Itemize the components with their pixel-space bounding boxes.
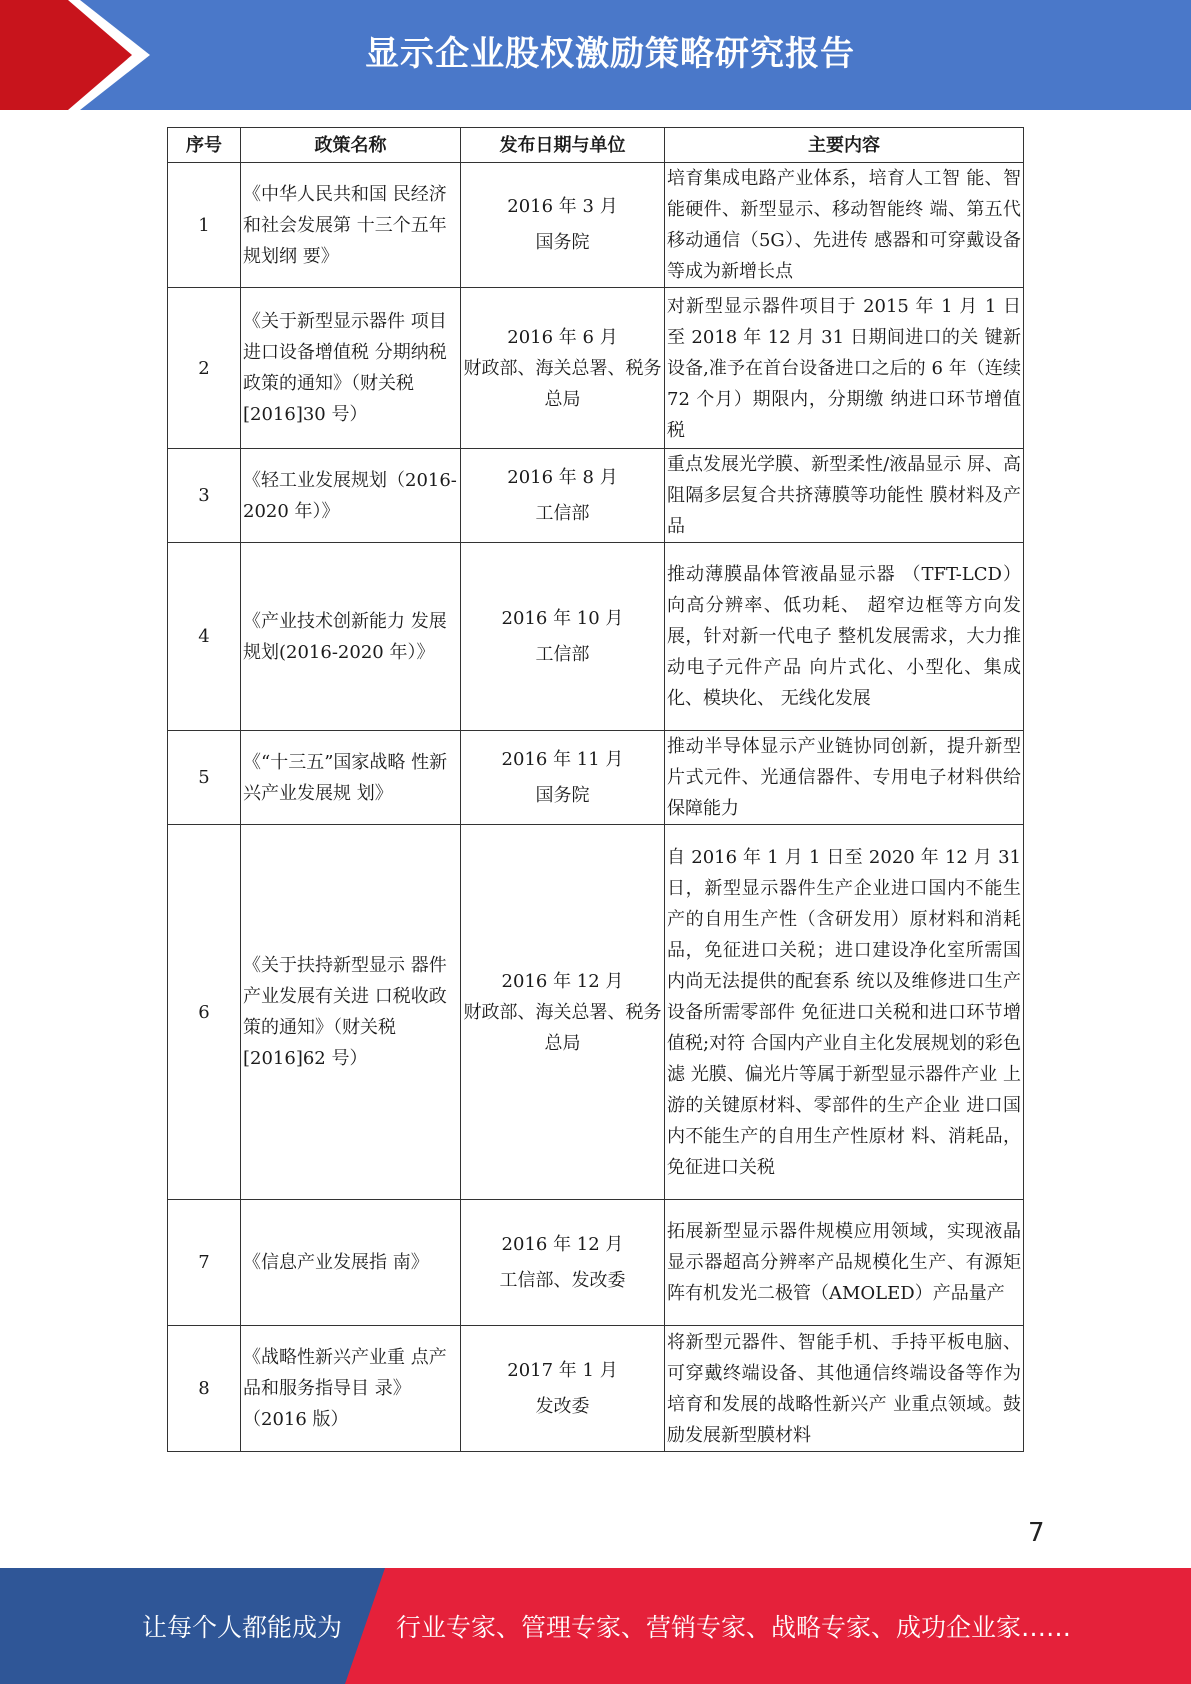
row-no: 2 (168, 288, 241, 449)
row-no: 7 (168, 1200, 241, 1326)
policy-name: 《信息产业发展指 南》 (241, 1200, 461, 1326)
row-no: 6 (168, 825, 241, 1200)
publish-unit: 国务院 (535, 784, 590, 806)
table-header-row (168, 128, 1024, 163)
table-row (168, 543, 1024, 731)
publish-date: 2016 年 11 月 (501, 748, 624, 770)
table-row (168, 1326, 1024, 1452)
policy-name: 《中华人民共和国 民经济和社会发展第 十三个五年规划纲 要》 (241, 163, 461, 288)
publish-date: 2016 年 10 月 (501, 607, 624, 629)
policy-content: 拓展新型显示器件规模应用领域，实现液晶显示器超高分辨率产品规模化生产、有源矩阵有机发光二极管（AMOLED）产品量产 (665, 1200, 1024, 1326)
publish-date: 2016 年 6 月 (507, 326, 618, 348)
publish-unit: 工信部 (535, 502, 590, 524)
policy-name: 《“十三五”国家战略 性新兴产业发展规 划》 (241, 731, 461, 825)
policy-table (167, 127, 1024, 1452)
table-row (168, 825, 1024, 1200)
row-no: 1 (168, 163, 241, 288)
publish-unit: 工信部、发改委 (499, 1269, 626, 1291)
policy-name: 《产业技术创新能力 发展规划(2016-2020 年）》 (241, 543, 461, 731)
column-header-date-unit: 发布日期与单位 (461, 128, 665, 163)
policy-content: 重点发展光学膜、新型柔性/液晶显示 屏、高阻隔多层复合共挤薄膜等功能性 膜材料及产品 (665, 449, 1024, 543)
publish-unit: 财政部、海关总署、税务总局 (463, 1001, 662, 1054)
publish-unit: 工信部 (535, 643, 590, 665)
policy-name: 《战略性新兴产业重 点产品和服务指导目 录》（2016 版） (241, 1326, 461, 1452)
policy-name: 《轻工业发展规划（2016-2020 年）》 (241, 449, 461, 543)
publish-date: 2016 年 8 月 (507, 466, 618, 488)
table-row (168, 163, 1024, 288)
publish-unit: 财政部、海关总署、税务总局 (463, 357, 662, 410)
date-cell (461, 731, 665, 825)
date-cell (461, 1326, 665, 1452)
row-no: 4 (168, 543, 241, 731)
publish-date: 2017 年 1 月 (507, 1359, 618, 1381)
page-footer (0, 1568, 1191, 1684)
column-header-policy-name: 政策名称 (241, 128, 461, 163)
row-no: 8 (168, 1326, 241, 1452)
table-row (168, 449, 1024, 543)
policy-content: 培育集成电路产业体系，培育人工智 能、智能硬件、新型显示、移动智能终 端、第五代移动通信（5G）、先进传 感器和可穿戴设备等成为新增长点 (665, 163, 1024, 288)
footer-slogan-left: 让每个人都能成为 (142, 1613, 343, 1642)
page-header (0, 0, 1191, 110)
policy-content: 对新型显示器件项目于 2015 年 1 月 1 日至 2018 年 12 月 31 日期间进口的关 键新设备,准予在首台设备进口之后的 6 年（连续 72 个月）期限内，分期缴 纳进口环节增值税 (665, 288, 1024, 449)
policy-name: 《关于新型显示器件 项目进口设备增值税 分期纳税政策的通知》（财关税[2016]30 号） (241, 288, 461, 449)
date-cell (461, 288, 665, 449)
policy-content: 将新型元器件、智能手机、手持平板电脑、可穿戴终端设备、其他通信终端设备等作为培育和发展的战略性新兴产 业重点领域。鼓励发展新型膜材料 (665, 1326, 1024, 1452)
publish-date: 2016 年 3 月 (507, 196, 618, 217)
column-header-content: 主要内容 (665, 128, 1024, 163)
publish-unit: 发改委 (535, 1395, 590, 1417)
row-no: 3 (168, 449, 241, 543)
column-header-no: 序号 (168, 128, 241, 163)
policy-content: 自 2016 年 1 月 1 日至 2020 年 12 月 31 日，新型显示器件生产企业进口国内不能生产的自用生产性（含研发用）原材料和消耗品，免征进口关税；进口建设净化室所需国内尚无法提供的配套系 统以及维修进口生产设备所需零部件 免征进口关税和进口环节增值税;对符 合国内产业自主化发展规划的彩色滤 光膜、偏光片等属于新型显示器件产业 上游的关键原材料、零部件的生产企业 进口国内不能生产的自用生产性原材 料、消耗品，免征进口关税 (665, 825, 1024, 1200)
date-cell (461, 1200, 665, 1326)
page-title: 显示企业股权激励策略研究报告 (365, 34, 855, 74)
date-cell (461, 163, 665, 288)
date-cell (461, 543, 665, 731)
table-row (168, 1200, 1024, 1326)
publish-unit: 国务院 (535, 232, 590, 253)
policy-name: 《关于扶持新型显示 器件产业发展有关进 口税收政策的通知》（财关税[2016]62 号） (241, 825, 461, 1200)
row-no: 5 (168, 731, 241, 825)
policy-content: 推动薄膜晶体管液晶显示器 （TFT-LCD）向高分辨率、低功耗、 超窄边框等方向发展，针对新一代电子 整机发展需求，大力推动电子元件产品 向片式化、小型化、集成化、模块化、 无线化发展 (665, 543, 1024, 731)
footer-slogan-right: 行业专家、管理专家、营销专家、战略专家、成功企业家…… (396, 1613, 1072, 1642)
date-cell (461, 825, 665, 1200)
page-number: 7 (1028, 1518, 1045, 1548)
publish-date: 2016 年 12 月 (501, 1233, 624, 1255)
policy-content: 推动半导体显示产业链协同创新，提升新型片式元件、光通信器件、专用电子材料供给保障能力 (665, 731, 1024, 825)
table-row (168, 288, 1024, 449)
table-row (168, 731, 1024, 825)
publish-date: 2016 年 12 月 (501, 970, 624, 992)
date-cell (461, 449, 665, 543)
